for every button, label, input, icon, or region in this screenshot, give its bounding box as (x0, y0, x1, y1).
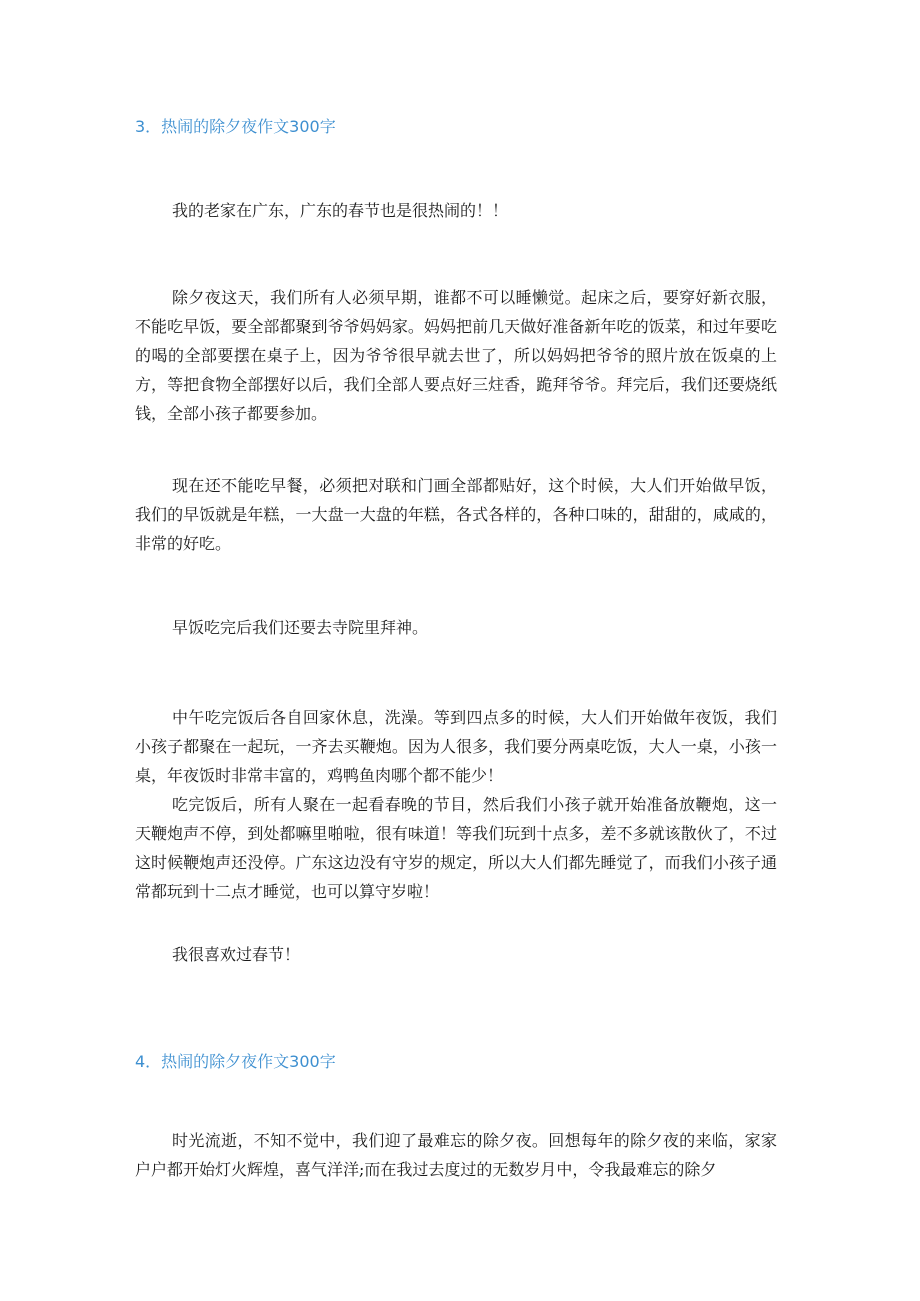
paragraph: 除夕夜这天，我们所有人必须早期，谁都不可以睡懒觉。起床之后，要穿好新衣服，不能吃早饭，要全部都聚到爷爷妈妈家。妈妈把前几天做好准备新年吃的饭菜，和过年要吃的喝的全部要摆在桌子上，因为爷爷很早就去世了，所以妈妈把爷爷的照片放在饭桌的上方，等把食物全部摆好以后，我们全部人要点好三炷香，跪拜爷爷。拜完后，我们还要烧纸钱，全部小孩子都要参加。 (135, 288, 777, 423)
paragraph: 时光流逝，不知不觉中，我们迎了最难忘的除夕夜。回想每年的除夕夜的来临，家家户户都开始灯火辉煌，喜气洋洋;而在我过去度过的无数岁月中，令我最难忘的除夕 (135, 1131, 777, 1179)
section-heading: 4．热闹的除夕夜作文300字 (135, 1052, 336, 1071)
paragraph: 我的老家在广东，广东的春节也是很热闹的！！ (172, 201, 509, 220)
paragraph: 中午吃完饭后各自回家休息，洗澡。等到四点多的时候，大人们开始做年夜饭，我们小孩子都聚在一起玩，一齐去买鞭炮。因为人很多，我们要分两桌吃饭，大人一桌，小孩一桌，年夜饭时非常丰富的，鸡鸭鱼肉哪个都不能少！ (135, 708, 777, 785)
paragraph: 我很喜欢过春节！ (172, 945, 301, 964)
paragraph: 早饭吃完后我们还要去寺院里拜神。 (172, 618, 429, 637)
paragraph: 吃完饭后，所有人聚在一起看春晚的节目，然后我们小孩子就开始准备放鞭炮，这一天鞭炮声不停，到处都嘛里啪啦，很有味道！等我们玩到十点多，差不多就该散伙了，不过这时候鞭炮声还没停。广东这边没有守岁的规定，所以大人们都先睡觉了，而我们小孩子通常都玩到十二点才睡觉，也可以算守岁啦！ (135, 795, 777, 901)
paragraph: 现在还不能吃早餐，必须把对联和门画全部都贴好，这个时候，大人们开始做早饭，我们的早饭就是年糕，一大盘一大盘的年糕，各式各样的，各种口味的，甜甜的，咸咸的，非常的好吃。 (135, 476, 777, 553)
section-heading: 3．热闹的除夕夜作文300字 (135, 117, 336, 136)
